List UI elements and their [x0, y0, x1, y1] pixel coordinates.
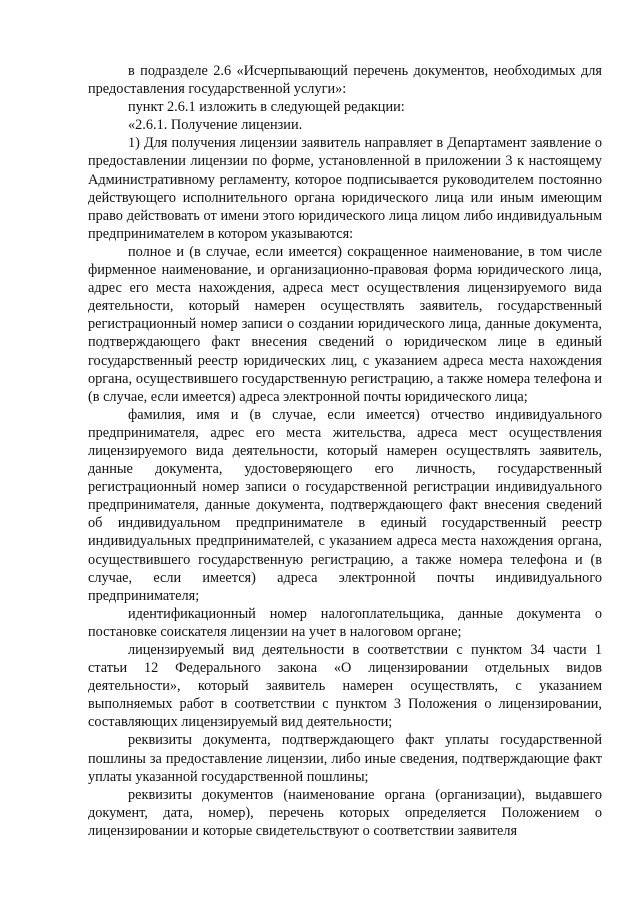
paragraph-clause-heading: «2.6.1. Получение лицензии.	[128, 117, 303, 134]
paragraph-licensed-activity: лицензируемый вид деятельности в соответствии с пунктом 34 части 1 статьи 12 Федерального закона «О лицензировании отдельных видов деятельности», который заявитель намерен осуществлять, с указанием выполняемых работ в соответствии с пунктом 3 Положения о лицензировании, составляющих лицензируемый вид деятельности;	[88, 642, 602, 731]
paragraph-clause-instruction: пункт 2.6.1 изложить в следующей редакции:	[128, 99, 405, 116]
paragraph-state-fee: реквизиты документа, подтверждающего факт уплаты государственной пошлины за предоставление лицензии, либо иные сведения, подтверждающие факт уплаты указанной государственной пошлины;	[88, 732, 602, 785]
paragraph-subsection-intro: в подразделе 2.6 «Исчерпывающий перечень документов, необходимых для предоставления государственной услуги»:	[88, 63, 602, 98]
paragraph-legal-entity-name: полное и (в случае, если имеется) сокращенное наименование, в том числе фирменное наименование, и организационно-правовая форма юридического лица, адрес его места нахождения, адреса мест осуществления лицензируемого вида деятельности, который намерен осуществлять заявитель, государственный регистрационный номер записи о создании юридического лица, данные документа, подтверждающего факт внесения сведений о юридическом лице в единый государственный реестр юридических лиц, с указанием адреса места нахождения органа, осуществившего государственную регистрацию, а также номера телефона и (в случае, если имеется) адреса электронной почты юридического лица;	[88, 243, 602, 405]
paragraph-document-details: реквизиты документов (наименование органа (организации), выдавшего документ, дата, номер), перечень которых определяется Положением о лицензировании и которые свидетельствуют о соответствии заявителя	[88, 786, 602, 839]
paragraph-entrepreneur-name: фамилия, имя и (в случае, если имеется) отчество индивидуального предпринимателя, адрес его места жительства, адреса мест осуществления лицензируемого вида деятельности, который намерен осуществлять заявитель, данные документа, удостоверяющего его личность, государственный регистрационный номер записи о государственной регистрации индивидуального предпринимателя, данные документа, подтверждающего факт внесения сведений об индивидуальном предпринимателе в единый государственный реестр индивидуальных предпринимателей, с указанием адреса места нахождения органа, осуществившего государственную регистрацию, а также номера телефона и (в случае, если имеется) адреса электронной почты индивидуального предпринимателя;	[88, 406, 602, 604]
paragraph-item-1: 1) Для получения лицензии заявитель направляет в Департамент заявление о предоставлении лицензии по форме, установленной в приложении 3 к настоящему Административному регламенту, которое подписывается руководителем постоянно действующего исполнительного органа юридического лица или иным имеющим право действовать от имени этого юридического лица лицом либо индивидуальным предпринимателем в котором указываются:	[88, 135, 602, 242]
document-body	[88, 62, 602, 840]
paragraph-taxpayer-number: идентификационный номер налогоплательщика, данные документа о постановке соискателя лицензии на учет в налоговом органе;	[88, 605, 602, 640]
